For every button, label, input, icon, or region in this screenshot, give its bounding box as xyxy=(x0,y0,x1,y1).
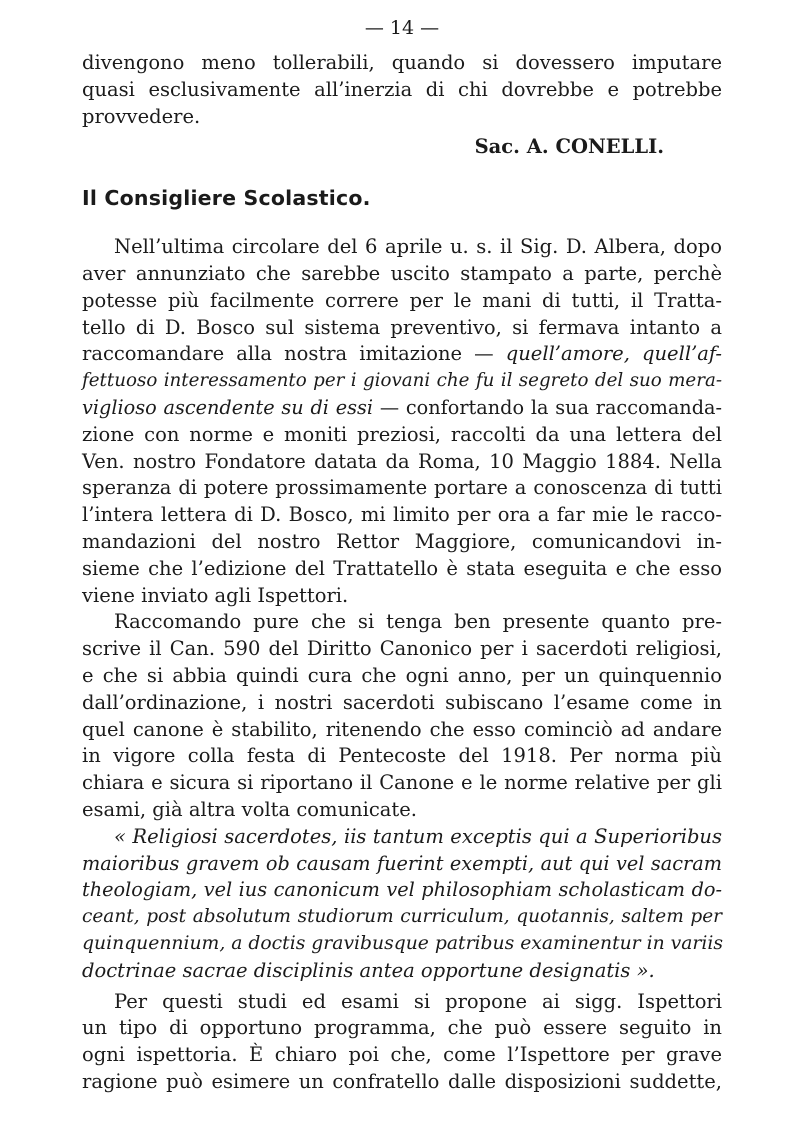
latin-quote xyxy=(82,824,722,985)
text-line: viene inviato agli Ispettori. xyxy=(82,583,349,607)
italic-span: fettuoso interessamento per i giovani che fu il segreto del suo mera- xyxy=(82,370,722,392)
text-line: Raccomando pure che si tenga ben presente quanto pre- xyxy=(114,610,722,634)
paragraph-2 xyxy=(82,609,722,823)
text-line: chiara e sicura si riportano il Canone e le norme relative per gli xyxy=(82,771,722,795)
intro-paragraph xyxy=(82,50,722,130)
text-line: potesse più facilmente correre per le mani di tutti, il Tratta- xyxy=(82,288,722,312)
text-line: quinquennium, a doctis gravibusque patribus examinentur in variis xyxy=(82,932,723,954)
text-line: mandazioni del nostro Rettor Maggiore, comunicandovi in- xyxy=(82,529,722,553)
text-line: maioribus gravem ob causam fuerint exempti, aut qui vel sacram xyxy=(82,851,722,875)
text-line: dall’ordinazione, i nostri sacerdoti subiscano l’esame come in xyxy=(82,690,722,714)
text-line: l’intera lettera di D. Bosco, mi limito per ora a far mie le racco- xyxy=(82,503,722,527)
paragraph-1 xyxy=(82,234,722,609)
text-line xyxy=(82,341,722,368)
paragraph-3 xyxy=(82,989,722,1096)
italic-span: viglioso ascendente su di essi xyxy=(82,395,374,419)
section-heading: Il Consigliere Scolastico. xyxy=(82,186,371,211)
text-line: theologiam, vel ius canonicum vel philosophiam scholasticam do- xyxy=(82,878,722,902)
text-line: speranza di potere prossimamente portare a conoscenza di tutti xyxy=(82,476,722,500)
text-line: quasi esclusivamente all’inerzia di chi dovrebbe e potrebbe xyxy=(82,77,722,101)
text-line: ogni ispettoria. È chiaro poi che, come l’Ispettore per grave xyxy=(82,1043,722,1067)
page-number: — 14 — xyxy=(364,17,440,39)
text-line: divengono meno tollerabili, quando si dovessero imputare xyxy=(82,51,722,74)
text-line xyxy=(82,368,722,395)
signature: Sac. A. CONELLI. xyxy=(474,135,664,159)
text-line: quel canone è stabilito, ritenendo che esso cominciò ad andare xyxy=(82,717,722,741)
text-line: zione con norme e moniti preziosi, raccolti da una lettera del xyxy=(82,422,722,446)
document-page xyxy=(82,14,722,1096)
text-line: « Religiosi sacerdotes, iis tantum exceptis qui a Superioribus xyxy=(114,824,722,848)
text-line: Nell’ultima circolare del 6 aprile u. s. il Sig. D. Albera, dopo xyxy=(114,235,722,259)
text-line: Per questi studi ed esami si propone ai sigg. Ispettori xyxy=(114,989,722,1013)
text-line: aver annunziato che sarebbe uscito stampato a parte, perchè xyxy=(82,261,722,285)
text-line: esami, già altra volta comunicate. xyxy=(82,797,417,821)
text-line: sieme che l’edizione del Trattatello è stata eseguita e che esso xyxy=(82,556,722,580)
text-line: in vigore colla festa di Pentecoste del 1918. Per norma più xyxy=(82,744,722,768)
text-span: — confortando la sua raccomanda- xyxy=(373,395,723,419)
text-line: scrive il Can. 590 del Diritto Canonico per i sacerdoti religiosi, xyxy=(82,637,722,661)
text-line: ceant, post absolutum studiorum curriculum, quotannis, saltem per xyxy=(82,906,722,928)
text-line: doctrinae sacrae disciplinis antea opportune designatis ». xyxy=(82,958,655,982)
text-line: e che si abbia quindi cura che ogni anno, per un quinquennio xyxy=(82,663,722,687)
text-line xyxy=(82,395,722,422)
text-span: raccomandare alla nostra imitazione — xyxy=(82,342,506,366)
italic-span: quell’amore, quell’af- xyxy=(505,342,723,366)
text-line: tello di D. Bosco sul sistema preventivo, si fermava intanto a xyxy=(82,315,722,339)
text-line: Ven. nostro Fondatore datata da Roma, 10 Maggio 1884. Nella xyxy=(82,449,722,473)
text-line: un tipo di opportuno programma, che può essere seguito in xyxy=(82,1016,722,1040)
text-line: provvedere. xyxy=(82,104,201,128)
text-line: ragione può esimere un confratello dalle disposizioni suddette, xyxy=(82,1069,722,1093)
